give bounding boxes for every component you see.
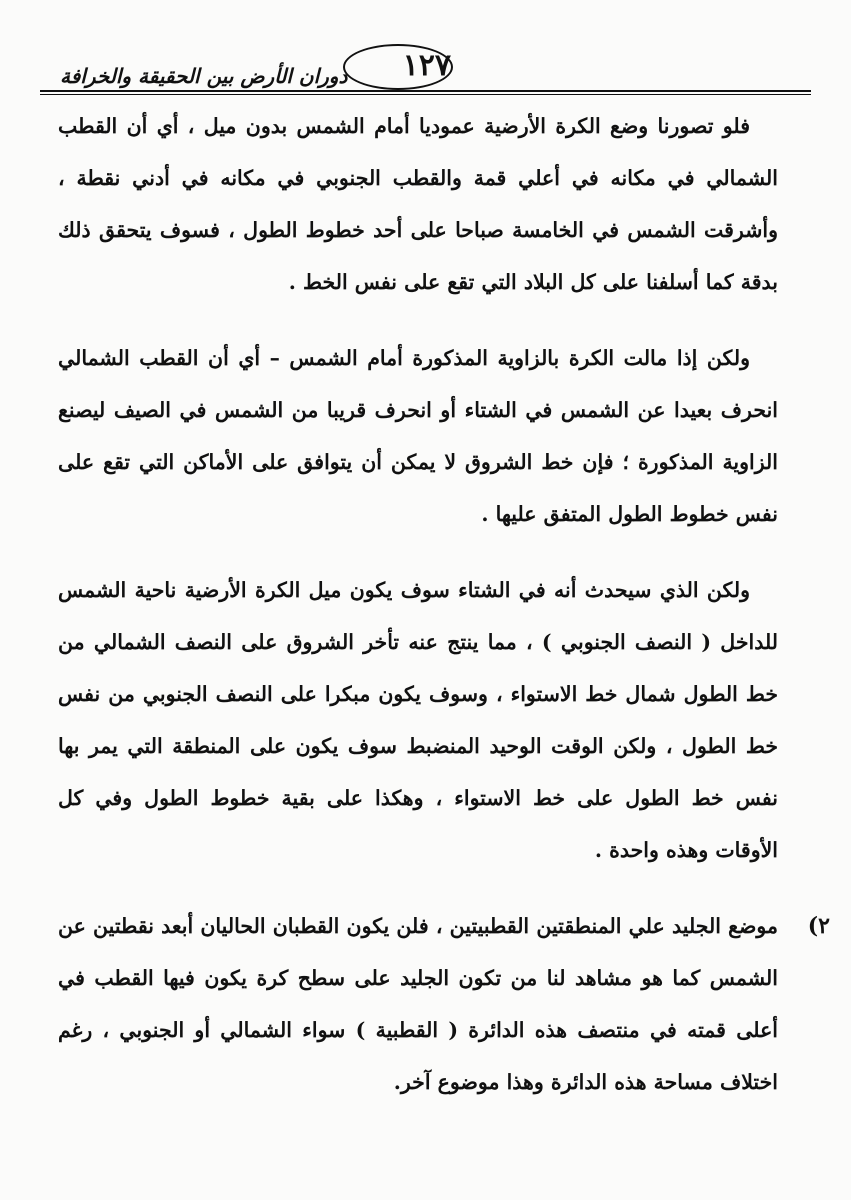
item-number: ٢) <box>807 913 830 939</box>
paragraph-2: ولكن إذا مالت الكرة بالزاوية المذكورة أمام الشمس – أي أن القطب الشمالي انحرف بعيدا عن الشمس في الشتاء أو انحرف قريبا من الشمس في الصيف ليصنع الزاوية المذكورة ؛ فإن خط الشروق لا يمكن أن يتوافق على الأماكن التي تقع على نفس خطوط الطول المتفق عليها . <box>58 346 778 526</box>
running-title: دوران الأرض بين الحقيقة والخرافة <box>60 64 348 88</box>
paragraph-3: ولكن الذي سيحدث أنه في الشتاء سوف يكون ميل الكرة الأرضية ناحية الشمس للداخل ( النصف الجنوبي ) ، مما ينتج عنه تأخر الشروق على النصف الشمالي من خط الطول شمال خط الاستواء ، وسوف يكون مبكرا على النصف الجنوبي من نفس خط الطول ، ولكن الوقت الوحيد المنضبط سوف يكون على المنطقة التي يمر بها نفس خط الطول على خط الاستواء ، وهكذا على بقية خطوط الطول وفي كل الأوقات وهذه واحدة . <box>58 578 778 862</box>
numbered-item-2 <box>58 900 830 1108</box>
header-rule <box>40 90 811 92</box>
header-rule-thin <box>40 94 811 95</box>
paragraph-1: فلو تصورنا وضع الكرة الأرضية عموديا أمام الشمس بدون ميل ، أي أن القطب الشمالي في مكانه في أعلي قمة والقطب الجنوبي في مكانه في أدني نقطة ، وأشرقت الشمس في الخامسة صباحا على أحد خطوط الطول ، فسوف يتحقق ذلك بدقة كما أسلفنا على كل البلاد التي تقع على نفس الخط . <box>58 114 778 294</box>
page-header <box>40 38 811 98</box>
body-text <box>58 100 830 1108</box>
page-number: ١٢٧ <box>402 48 451 83</box>
numbered-item-text: موضع الجليد علي المنطقتين القطبيتين ، فلن يكون القطبان الحاليان أبعد نقطتين عن الشمس كما هو مشاهد لنا من تكون الجليد على سطح كرة يكون فيها القطب في أعلى قمته في منتصف هذه الدائرة ( القطبية ) سواء الشمالي أو الجنوبي ، رغم اختلاف مساحة هذه الدائرة وهذا موضوع آخر. <box>58 914 778 1094</box>
